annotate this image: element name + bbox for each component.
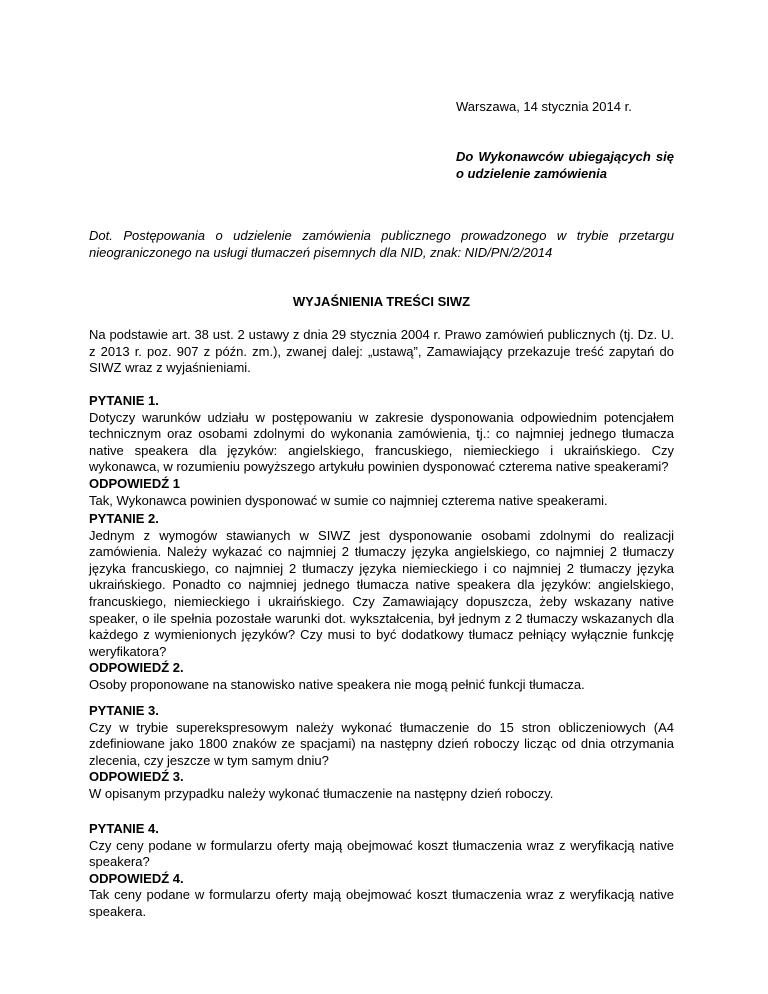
recipient-line-2: o udzielenie zamówienia — [456, 165, 607, 181]
document-page — [89, 0, 674, 994]
answer-text: Osoby proponowane na stanowisko native speakera nie mogą pełnić funkcji tłumacza. — [89, 676, 585, 692]
intro-paragraph: Na podstawie art. 38 ust. 2 ustawy z dnia 29 stycznia 2004 r. Prawo zamówień publicznych (tj. Dz. U. z 2013 r. poz. 907 z późn. zm.), zwanej dalej: „ustawą”, Zamawiający przekazuje treść zapytań do SIWZ wraz z wyjaśnieniami. — [89, 327, 674, 376]
question-block-3 — [89, 703, 674, 803]
question-text: Jednym z wymogów stawianych w SIWZ jest dysponowanie osobami zdolnymi do realizacji zamówienia. Należy wykazać co najmniej 2 tłumaczy języka angielskiego, co najmniej 2 tłumaczy języka francuskiego, co najmniej 2 tłumaczy języka niemieckiego i co najmniej 2 tłumaczy języka ukraińskiego. Ponadto co najmniej jednego tłumacza native speakera dla języków: angielskiego, francuskiego, niemieckiego i ukraińskiego. Czy Zamawiający dopuszcza, żeby wskazany native speaker, o ile spełnia pozostałe warunki dot. wykształcenia, był jednym z 2 tłumaczy wskazanych dla każdego z wymienionych języków? Czy musi to być dodatkowy tłumacz pełniący wyłącznie funkcję weryfikatora? — [89, 527, 674, 659]
answer-label: ODPOWIEDŹ 4. — [89, 870, 184, 886]
answer-label: ODPOWIEDŹ 3. — [89, 769, 184, 785]
letter-subject: Dot. Postępowania o udzielenie zamówienia publicznego prowadzonego w trybie przetargu nieograniczonego na usługi tłumaczeń pisemnych dla NID, znak: NID/PN/2/2014 — [89, 228, 674, 260]
answer-text: Tak, Wykonawca powinien dysponować w sumie co najmniej czterema native speakerami. — [89, 492, 608, 508]
question-text: Czy ceny podane w formularzu oferty mają obejmować koszt tłumaczenia wraz z weryfikacją native speakera? — [89, 837, 674, 870]
recipient-block — [456, 149, 674, 182]
answer-text: W opisanym przypadku należy wykonać tłumaczenie na następny dzień roboczy. — [89, 785, 554, 801]
question-text: Czy w trybie superekspresowym należy wykonać tłumaczenie do 15 stron obliczeniowych (A4 zdefiniowane jako 1800 znaków ze spacjami) na następny dzień roboczy licząc od dnia otrzymania zlecenia, czy jeszcze w tym samym dniu? — [89, 719, 674, 768]
question-label: PYTANIE 1. — [89, 393, 159, 408]
document-heading: WYJAŚNIENIA TREŚCI SIWZ — [292, 294, 471, 309]
question-text: Dotyczy warunków udziału w postępowaniu w zakresie dysponowania odpowiednim potencjałem technicznym oraz osobami zdolnymi do wykonania zamówienia, tj.: co najmniej jednego tłumacza native speakera dla języków: angielskiego, francuskiego, niemieckiego i ukraińskiego. Czy wykonawca, w rozumieniu powyższego artykułu powinien dysponować czterema native speakerami? — [89, 409, 674, 475]
question-block-4 — [89, 821, 674, 921]
question-block-2 — [89, 511, 674, 694]
answer-label: ODPOWIEDŹ 2. — [89, 660, 184, 676]
letter-date: Warszawa, 14 stycznia 2014 r. — [456, 99, 632, 114]
question-label: PYTANIE 2. — [89, 511, 159, 526]
answer-label: ODPOWIEDŹ 1 — [89, 475, 181, 491]
question-label: PYTANIE 4. — [89, 821, 159, 836]
recipient-line-1: Do Wykonawców ubiegających się — [456, 149, 674, 164]
question-label: PYTANIE 3. — [89, 703, 159, 718]
question-block-1 — [89, 393, 674, 509]
answer-text: Tak ceny podane w formularzu oferty mają obejmować koszt tłumaczenia wraz z weryfikacją native speakera. — [89, 887, 674, 919]
